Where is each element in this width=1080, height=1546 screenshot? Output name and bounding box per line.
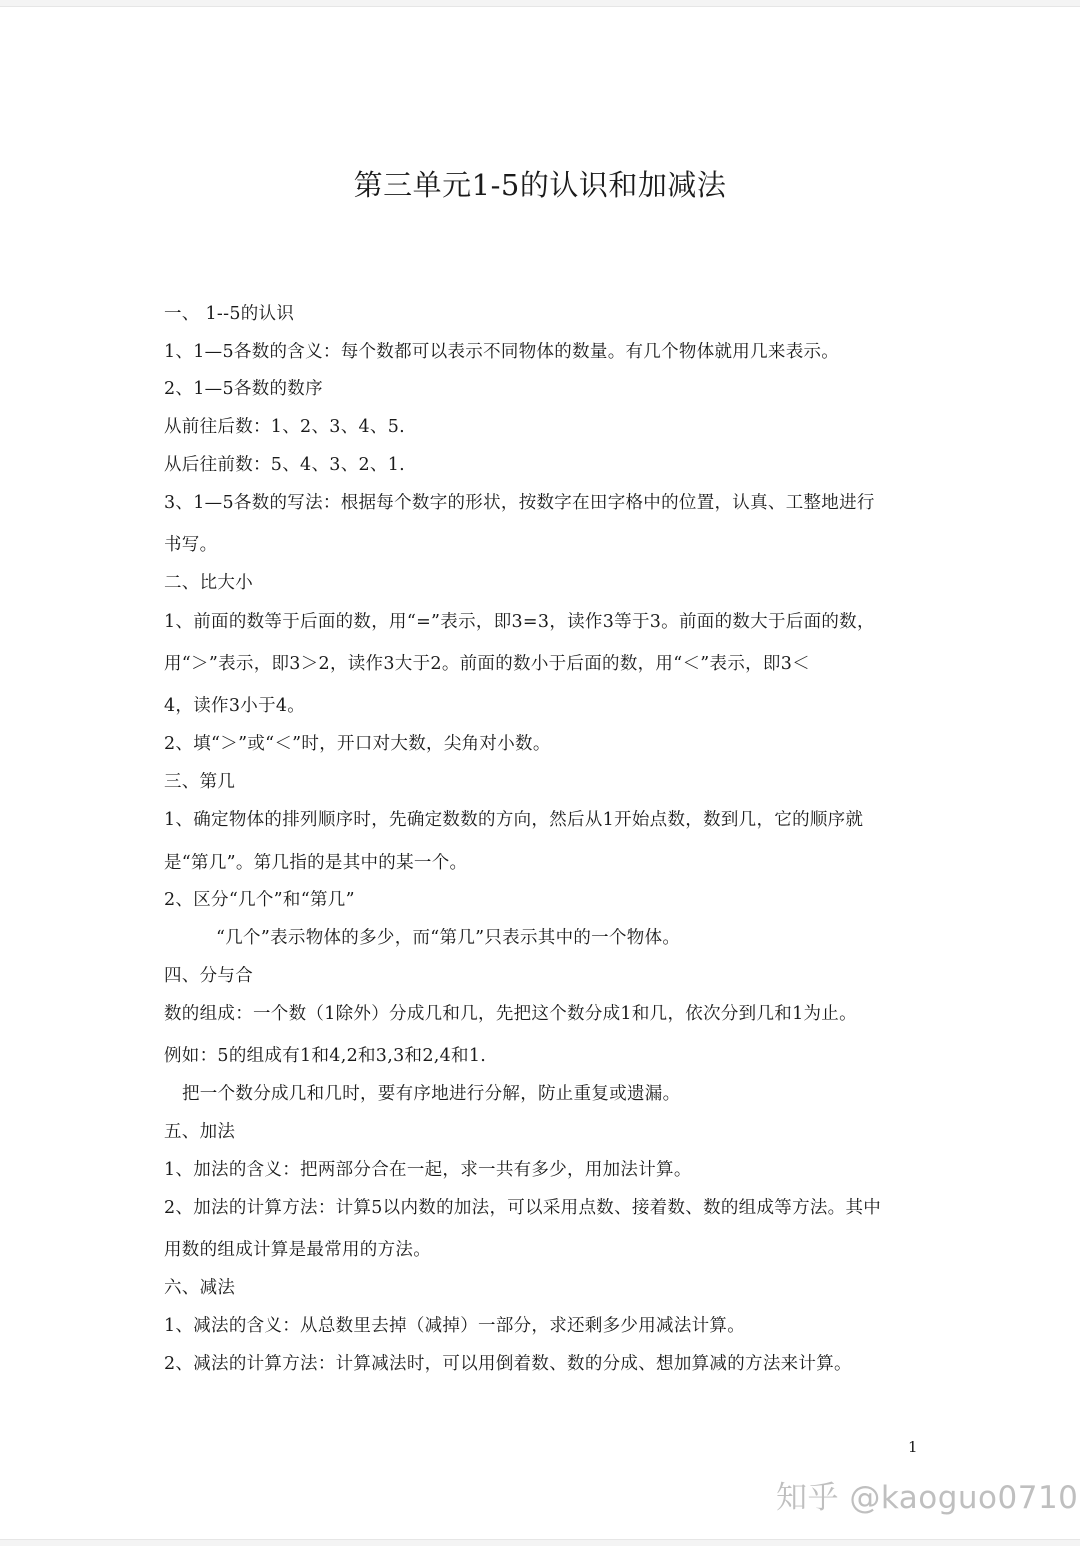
paragraph-line: 4，读作3小于4。	[164, 696, 306, 716]
paragraph-line: 2、1—5各数的数序	[164, 379, 323, 399]
section-heading-3: 三、第几	[164, 772, 236, 792]
paragraph-line: 是“第几”。第几指的是其中的某一个。	[164, 853, 468, 873]
paragraph-line: 1、加法的含义：把两部分合在一起，求一共有多少，用加法计算。	[164, 1160, 692, 1180]
paragraph-line: 从前往后数：1、2、3、4、5.	[164, 417, 406, 437]
paragraph-line: 2、加法的计算方法：计算5以内数的加法，可以采用点数、接着数、数的组成等方法。其中	[164, 1198, 882, 1218]
page-number: 1	[908, 1438, 918, 1456]
paragraph-line: 用数的组成计算是最常用的方法。	[164, 1240, 431, 1260]
paragraph-line: 数的组成：一个数（1除外）分成几和几，先把这个数分成1和几，依次分到几和1为止。	[164, 1004, 857, 1024]
paragraph-line: 1、前面的数等于后面的数，用“=”表示，即3=3，读作3等于3。前面的数大于后面的数，	[164, 612, 875, 632]
paragraph-line: 2、区分“几个”和“第几”	[164, 890, 355, 910]
paragraph-line: 3、1—5各数的写法：根据每个数字的形状，按数字在田字格中的位置，认真、工整地进行	[164, 493, 875, 513]
watermark: 知乎 @kaoguo0710	[776, 1480, 1079, 1516]
paragraph-line: 从后往前数：5、4、3、2、1.	[164, 455, 406, 475]
paragraph-line: 1、1—5各数的含义：每个数都可以表示不同物体的数量。有几个物体就用几来表示。	[164, 342, 840, 362]
document-body	[0, 7, 1080, 1539]
paragraph-line: 例如：5的组成有1和4,2和3,3和2,4和1.	[164, 1046, 487, 1066]
section-heading-6: 六、减法	[164, 1278, 236, 1298]
paragraph-line: 2、减法的计算方法：计算减法时，可以用倒着数、数的分成、想加算减的方法来计算。	[164, 1354, 852, 1374]
section-heading-2: 二、比大小	[164, 573, 253, 593]
paragraph-line: 1、减法的含义：从总数里去掉（减掉）一部分，求还剩多少用减法计算。	[164, 1316, 746, 1336]
paragraph-line: 2、填“＞”或“＜”时，开口对大数，尖角对小数。	[164, 734, 551, 754]
section-heading-1: 一、 1--5的认识	[164, 304, 295, 324]
paragraph-line: 用“＞”表示，即3＞2，读作3大于2。前面的数小于后面的数，用“＜”表示，即3＜	[164, 654, 810, 674]
document-title: 第三单元1-5的认识和加减法	[353, 168, 727, 202]
section-heading-5: 五、加法	[164, 1122, 236, 1142]
paragraph-line: 书写。	[164, 535, 218, 555]
paragraph-line: 把一个数分成几和几时，要有序地进行分解，防止重复或遗漏。	[182, 1084, 681, 1104]
section-heading-4: 四、分与合	[164, 966, 253, 986]
document-page	[0, 6, 1080, 1540]
paragraph-line: 1、确定物体的排列顺序时，先确定数数的方向，然后从1开始点数，数到几，它的顺序就	[164, 810, 864, 830]
paragraph-line: “几个”表示物体的多少，而“第几”只表示其中的一个物体。	[216, 928, 681, 948]
